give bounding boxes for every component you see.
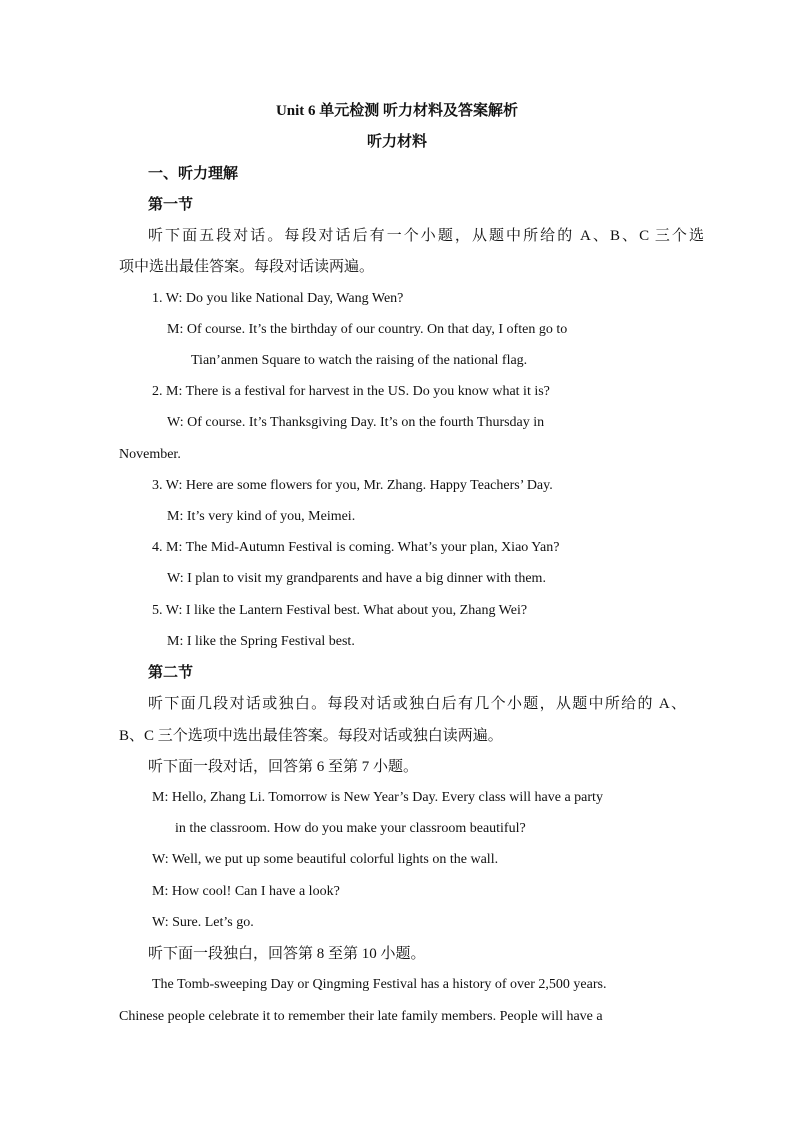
dialogue-4-question: 4. M: The Mid-Autumn Festival is coming. What’s your plan, Xiao Yan? [152,540,560,555]
part1-instructions-line1: 听下面五段对话。每段对话后有一个小题，从题中所给的 A、B、C 三个选 [148,228,704,244]
dialogue-line-5: W: Sure. Let’s go. [152,915,254,930]
dialogue-4-answer-line1: W: I plan to visit my grandparents and have a big dinner with them. [167,571,546,586]
dialogue-line-3: W: Well, we put up some beautiful colorful lights on the wall. [152,852,499,867]
document-title: Unit 6 单元检测 听力材料及答案解析 [275,103,519,119]
dialogue-5-question: 5. W: I like the Lantern Festival best. What about you, Zhang Wei? [152,603,528,618]
part1-instructions-line2: 项中选出最佳答案。每段对话读两遍。 [119,259,375,275]
dialogue-line-4: M: How cool! Can I have a look? [152,884,340,899]
dialogue-2-answer-line1: W: Of course. It’s Thanksgiving Day. It’s on the fourth Thursday in [167,415,545,430]
dialogue-line-2: in the classroom. How do you make your classroom beautiful? [175,821,526,836]
part2-heading: 第二节 [148,665,194,681]
dialogue-intro: 听下面一段对话，回答第 6 至第 7 小题。 [148,759,419,775]
dialogue-line-1: M: Hello, Zhang Li. Tomorrow is New Year’s Day. Every class will have a party [152,790,603,805]
dialogue-5-answer-line1: M: I like the Spring Festival best. [167,634,355,649]
part1-heading: 第一节 [148,197,194,213]
dialogue-1-answer-line2: Tian’anmen Square to watch the raising of the national flag. [191,353,528,368]
dialogue-3-answer-line1: M: It’s very kind of you, Meimei. [167,509,356,524]
dialogue-3-question: 3. W: Here are some flowers for you, Mr. Zhang. Happy Teachers’ Day. [152,478,553,493]
dialogue-1-question: 1. W: Do you like National Day, Wang Wen? [152,291,404,306]
monologue-line-1: The Tomb-sweeping Day or Qingming Festival has a history of over 2,500 years. [152,977,607,992]
document-subtitle: 听力材料 [366,134,427,150]
dialogue-2-answer-line2: November. [119,447,181,462]
part2-instructions-line1: 听下面几段对话或独白。每段对话或独白后有几个小题，从题中所给的 A、 [148,696,686,712]
dialogue-1-answer-line1: M: Of course. It’s the birthday of our country. On that day, I often go to [167,322,568,337]
monologue-intro: 听下面一段独白，回答第 8 至第 10 小题。 [148,946,426,962]
part2-instructions-line2: B、C 三个选项中选出最佳答案。每段对话或独白读两遍。 [119,728,503,744]
section-heading: 一、听力理解 [148,166,239,182]
dialogue-2-question: 2. M: There is a festival for harvest in the US. Do you know what it is? [152,384,550,399]
monologue-line-2: Chinese people celebrate it to remember their late family members. People will have a [119,1009,603,1024]
